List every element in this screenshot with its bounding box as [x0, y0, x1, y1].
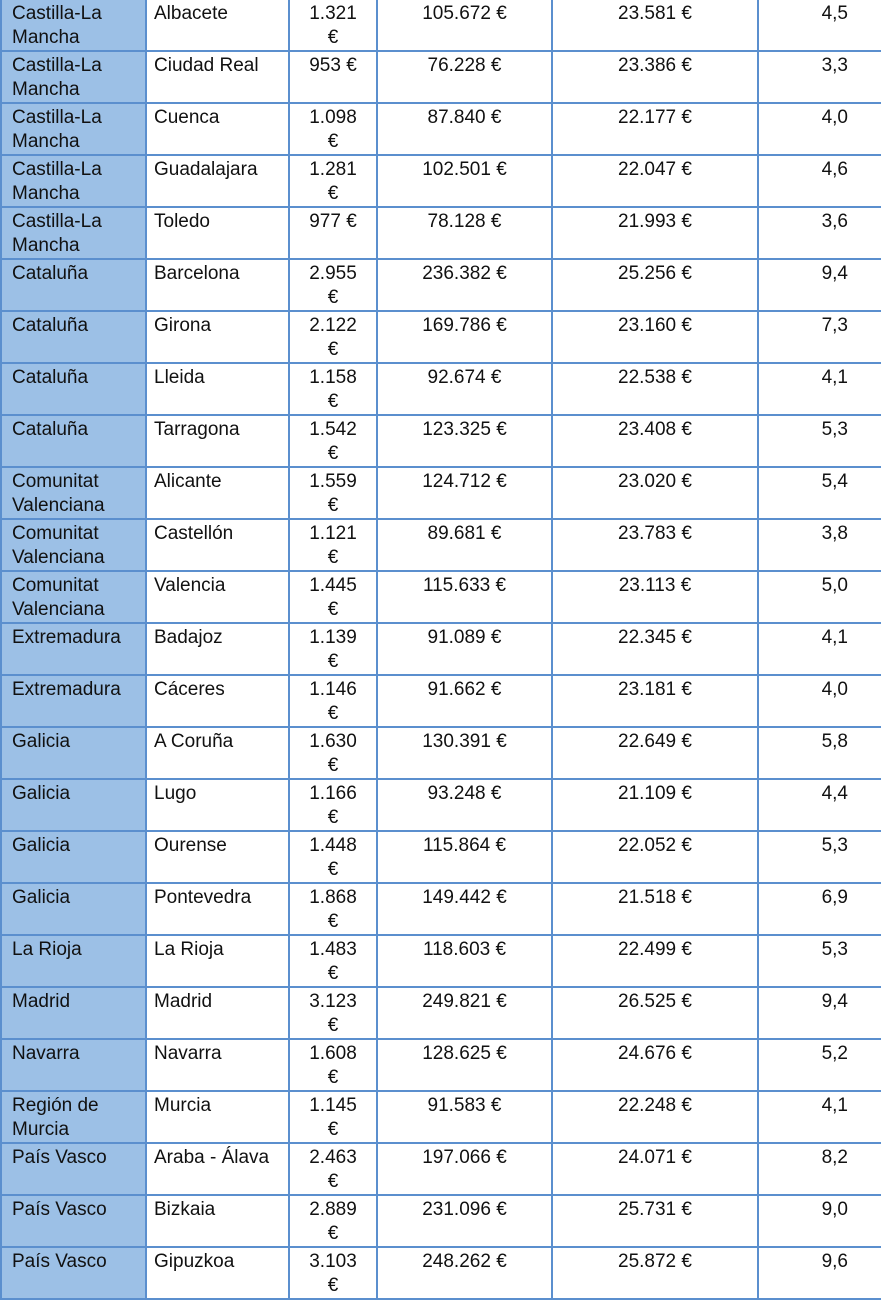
province-cell: Araba - Álava — [146, 1143, 289, 1195]
salary-cell: 25.256 € — [552, 259, 758, 311]
monthly-cost-cell — [289, 1039, 377, 1091]
monthly-cost-value: 953 € — [309, 55, 357, 76]
total-cost-cell: 115.633 € — [377, 571, 552, 623]
total-cost-cell: 115.864 € — [377, 831, 552, 883]
monthly-cost-value: 2.122 € — [309, 315, 357, 360]
monthly-cost-cell — [289, 571, 377, 623]
region-cell: Castilla-La Mancha — [1, 207, 146, 259]
region-cell: Galicia — [1, 779, 146, 831]
salary-cell: 23.020 € — [552, 467, 758, 519]
ratio-cell: 9,4 — [758, 987, 881, 1039]
salary-cell: 22.538 € — [552, 363, 758, 415]
province-cell: Navarra — [146, 1039, 289, 1091]
table-row — [1, 1091, 881, 1143]
table-row — [1, 571, 881, 623]
total-cost-cell: 124.712 € — [377, 467, 552, 519]
region-cell: Galicia — [1, 883, 146, 935]
table-row — [1, 883, 881, 935]
monthly-cost-cell — [289, 883, 377, 935]
region-cell: Galicia — [1, 831, 146, 883]
salary-cell: 21.109 € — [552, 779, 758, 831]
monthly-cost-cell — [289, 467, 377, 519]
total-cost-cell: 249.821 € — [377, 987, 552, 1039]
region-cell: La Rioja — [1, 935, 146, 987]
ratio-cell: 4,4 — [758, 779, 881, 831]
ratio-cell: 3,8 — [758, 519, 881, 571]
total-cost-cell: 92.674 € — [377, 363, 552, 415]
ratio-cell: 4,0 — [758, 103, 881, 155]
ratio-cell: 4,6 — [758, 155, 881, 207]
monthly-cost-cell — [289, 987, 377, 1039]
salary-cell: 22.052 € — [552, 831, 758, 883]
region-cell: Galicia — [1, 727, 146, 779]
monthly-cost-cell — [289, 1247, 377, 1299]
ratio-cell: 3,6 — [758, 207, 881, 259]
salary-cell: 22.177 € — [552, 103, 758, 155]
table-row — [1, 1039, 881, 1091]
monthly-cost-cell — [289, 519, 377, 571]
table-row — [1, 987, 881, 1039]
ratio-cell: 5,0 — [758, 571, 881, 623]
ratio-cell: 5,4 — [758, 467, 881, 519]
province-cell: Ciudad Real — [146, 51, 289, 103]
province-cell: La Rioja — [146, 935, 289, 987]
table-row — [1, 1195, 881, 1247]
total-cost-cell: 78.128 € — [377, 207, 552, 259]
monthly-cost-value: 2.889 € — [309, 1199, 357, 1244]
monthly-cost-cell — [289, 675, 377, 727]
province-cell: Madrid — [146, 987, 289, 1039]
salary-cell: 23.581 € — [552, 0, 758, 51]
monthly-cost-cell — [289, 207, 377, 259]
total-cost-cell: 93.248 € — [377, 779, 552, 831]
monthly-cost-cell — [289, 0, 377, 51]
table-row — [1, 363, 881, 415]
region-cell: Cataluña — [1, 311, 146, 363]
province-cell: Valencia — [146, 571, 289, 623]
salary-cell: 23.113 € — [552, 571, 758, 623]
monthly-cost-value: 2.463 € — [309, 1147, 357, 1192]
salary-cell: 25.872 € — [552, 1247, 758, 1299]
ratio-cell: 4,0 — [758, 675, 881, 727]
total-cost-cell: 91.662 € — [377, 675, 552, 727]
region-cell: Extremadura — [1, 623, 146, 675]
table-row — [1, 675, 881, 727]
table-row — [1, 259, 881, 311]
salary-cell: 23.783 € — [552, 519, 758, 571]
total-cost-cell: 128.625 € — [377, 1039, 552, 1091]
total-cost-cell: 89.681 € — [377, 519, 552, 571]
table-row — [1, 467, 881, 519]
total-cost-cell: 87.840 € — [377, 103, 552, 155]
total-cost-cell: 231.096 € — [377, 1195, 552, 1247]
total-cost-cell: 169.786 € — [377, 311, 552, 363]
ratio-cell: 5,3 — [758, 935, 881, 987]
total-cost-cell: 130.391 € — [377, 727, 552, 779]
monthly-cost-cell — [289, 103, 377, 155]
ratio-cell: 4,5 — [758, 0, 881, 51]
table-row — [1, 831, 881, 883]
monthly-cost-cell — [289, 363, 377, 415]
region-cell: País Vasco — [1, 1195, 146, 1247]
table-row — [1, 207, 881, 259]
monthly-cost-cell — [289, 311, 377, 363]
total-cost-cell: 123.325 € — [377, 415, 552, 467]
monthly-cost-cell — [289, 623, 377, 675]
salary-cell: 23.181 € — [552, 675, 758, 727]
total-cost-cell: 248.262 € — [377, 1247, 552, 1299]
region-cell: Castilla-La Mancha — [1, 51, 146, 103]
region-cell: Castilla-La Mancha — [1, 0, 146, 51]
region-cell: Cataluña — [1, 415, 146, 467]
monthly-cost-value: 1.098 € — [309, 107, 357, 152]
monthly-cost-cell — [289, 935, 377, 987]
ratio-cell: 8,2 — [758, 1143, 881, 1195]
ratio-cell: 3,3 — [758, 51, 881, 103]
total-cost-cell: 102.501 € — [377, 155, 552, 207]
ratio-cell: 9,0 — [758, 1195, 881, 1247]
salary-cell: 26.525 € — [552, 987, 758, 1039]
salary-cell: 22.047 € — [552, 155, 758, 207]
salary-cell: 21.993 € — [552, 207, 758, 259]
region-cell: Madrid — [1, 987, 146, 1039]
province-cell: Lugo — [146, 779, 289, 831]
total-cost-cell: 91.583 € — [377, 1091, 552, 1143]
total-cost-cell: 197.066 € — [377, 1143, 552, 1195]
monthly-cost-value: 1.445 € — [309, 575, 357, 620]
salary-cell: 23.408 € — [552, 415, 758, 467]
monthly-cost-value: 1.321 € — [309, 3, 357, 48]
monthly-cost-value: 1.630 € — [309, 731, 357, 776]
province-cell: Toledo — [146, 207, 289, 259]
salary-cell: 22.649 € — [552, 727, 758, 779]
ratio-cell: 5,8 — [758, 727, 881, 779]
monthly-cost-value: 3.123 € — [309, 991, 357, 1036]
region-cell: Extremadura — [1, 675, 146, 727]
region-cell: País Vasco — [1, 1143, 146, 1195]
total-cost-cell: 91.089 € — [377, 623, 552, 675]
total-cost-cell: 105.672 € — [377, 0, 552, 51]
province-cell: Gipuzkoa — [146, 1247, 289, 1299]
ratio-cell: 4,1 — [758, 623, 881, 675]
ratio-cell: 4,1 — [758, 363, 881, 415]
province-cell: Alicante — [146, 467, 289, 519]
table-body — [1, 0, 881, 1299]
total-cost-cell: 149.442 € — [377, 883, 552, 935]
monthly-cost-value: 1.121 € — [309, 523, 357, 568]
salary-cell: 22.345 € — [552, 623, 758, 675]
table-row — [1, 519, 881, 571]
total-cost-cell: 236.382 € — [377, 259, 552, 311]
table-row — [1, 155, 881, 207]
ratio-cell: 5,3 — [758, 831, 881, 883]
monthly-cost-cell — [289, 1195, 377, 1247]
ratio-cell: 5,2 — [758, 1039, 881, 1091]
monthly-cost-value: 977 € — [309, 211, 357, 232]
monthly-cost-value: 2.955 € — [309, 263, 357, 308]
table-row — [1, 103, 881, 155]
region-cell: Cataluña — [1, 259, 146, 311]
province-cell: Lleida — [146, 363, 289, 415]
monthly-cost-cell — [289, 779, 377, 831]
region-cell: País Vasco — [1, 1247, 146, 1299]
monthly-cost-cell — [289, 1143, 377, 1195]
monthly-cost-value: 1.868 € — [309, 887, 357, 932]
region-cell: Región de Murcia — [1, 1091, 146, 1143]
salary-cell: 21.518 € — [552, 883, 758, 935]
ratio-cell: 5,3 — [758, 415, 881, 467]
monthly-cost-cell — [289, 155, 377, 207]
table-row — [1, 415, 881, 467]
province-cell: Tarragona — [146, 415, 289, 467]
monthly-cost-value: 1.139 € — [309, 627, 357, 672]
salary-cell: 23.160 € — [552, 311, 758, 363]
salary-cell: 24.071 € — [552, 1143, 758, 1195]
table-row — [1, 935, 881, 987]
province-cell: Girona — [146, 311, 289, 363]
region-cell: Castilla-La Mancha — [1, 103, 146, 155]
table-row — [1, 311, 881, 363]
province-cell: Albacete — [146, 0, 289, 51]
table-row — [1, 727, 881, 779]
region-cell: Castilla-La Mancha — [1, 155, 146, 207]
monthly-cost-value: 1.448 € — [309, 835, 357, 880]
monthly-cost-value: 1.281 € — [309, 159, 357, 204]
ratio-cell: 9,4 — [758, 259, 881, 311]
province-cell: Ourense — [146, 831, 289, 883]
table-row — [1, 0, 881, 51]
region-cell: Comunitat Valenciana — [1, 519, 146, 571]
monthly-cost-cell — [289, 727, 377, 779]
ratio-cell: 4,1 — [758, 1091, 881, 1143]
salary-cell: 25.731 € — [552, 1195, 758, 1247]
monthly-cost-cell — [289, 1091, 377, 1143]
table-row — [1, 623, 881, 675]
province-cell: A Coruña — [146, 727, 289, 779]
monthly-cost-value: 1.483 € — [309, 939, 357, 984]
monthly-cost-value: 1.608 € — [309, 1043, 357, 1088]
ratio-cell: 6,9 — [758, 883, 881, 935]
table-row — [1, 1247, 881, 1299]
province-cell: Bizkaia — [146, 1195, 289, 1247]
region-cell: Comunitat Valenciana — [1, 571, 146, 623]
province-cell: Barcelona — [146, 259, 289, 311]
table-row — [1, 779, 881, 831]
region-cell: Navarra — [1, 1039, 146, 1091]
monthly-cost-cell — [289, 51, 377, 103]
monthly-cost-value: 1.145 € — [309, 1095, 357, 1140]
ratio-cell: 7,3 — [758, 311, 881, 363]
province-cell: Cáceres — [146, 675, 289, 727]
salary-cell: 22.248 € — [552, 1091, 758, 1143]
province-cell: Castellón — [146, 519, 289, 571]
monthly-cost-value: 3.103 € — [309, 1251, 357, 1296]
table-row — [1, 51, 881, 103]
monthly-cost-value: 1.542 € — [309, 419, 357, 464]
province-cell: Guadalajara — [146, 155, 289, 207]
monthly-cost-value: 1.559 € — [309, 471, 357, 516]
monthly-cost-cell — [289, 415, 377, 467]
region-cell: Cataluña — [1, 363, 146, 415]
province-cell: Pontevedra — [146, 883, 289, 935]
region-cell: Comunitat Valenciana — [1, 467, 146, 519]
total-cost-cell: 118.603 € — [377, 935, 552, 987]
monthly-cost-cell — [289, 831, 377, 883]
salary-cell: 23.386 € — [552, 51, 758, 103]
province-cell: Murcia — [146, 1091, 289, 1143]
monthly-cost-value: 1.146 € — [309, 679, 357, 724]
salary-cell: 24.676 € — [552, 1039, 758, 1091]
salary-cell: 22.499 € — [552, 935, 758, 987]
monthly-cost-cell — [289, 259, 377, 311]
total-cost-cell: 76.228 € — [377, 51, 552, 103]
ratio-cell: 9,6 — [758, 1247, 881, 1299]
province-cell: Badajoz — [146, 623, 289, 675]
monthly-cost-value: 1.166 € — [309, 783, 357, 828]
province-cell: Cuenca — [146, 103, 289, 155]
table-row — [1, 1143, 881, 1195]
monthly-cost-value: 1.158 € — [309, 367, 357, 412]
